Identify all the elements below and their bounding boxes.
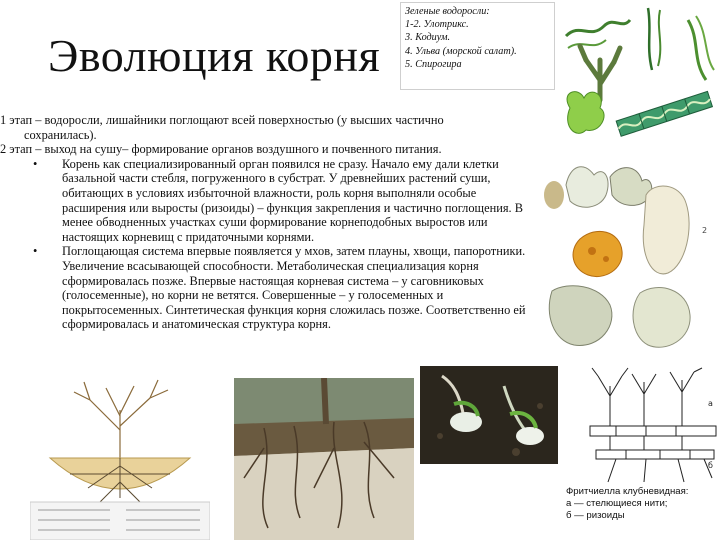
caption-line: б — ризоиды bbox=[566, 510, 625, 521]
list-item bbox=[0, 157, 536, 245]
tree-root-diagram bbox=[30, 370, 210, 540]
slide-title: Эволюция корня bbox=[48, 30, 381, 81]
fritschiella-caption bbox=[566, 486, 720, 522]
caption-line: а — стелющиеся нити; bbox=[566, 498, 668, 509]
algae-caption-line: Зеленые водоросли: bbox=[405, 6, 490, 17]
bullet-text: Корень как специализированный орган появился не сразу. Начало ему дали клетки базальной части стебля, погруженного в субстрат. У древнейших растений суши, обитающих в условиях избыточной влажности, роль корня выполняли особые расширения или выросты (ризоиды) – функция закрепления и частично поглощения. В менее обводненных участках суши формирование корнеподобных выростов или настоящих корневищ с придаточными корнями. bbox=[62, 156, 524, 244]
stage1-text-continued: сохранилась). bbox=[24, 127, 97, 142]
seedling-photo bbox=[420, 366, 558, 464]
lichen-illustration bbox=[540, 155, 718, 365]
stage2-text: 2 этап – выход на сушу– формирование органов воздушного и почвенного питания. bbox=[0, 142, 442, 157]
bullet-text: Поглощающая система впервые появляется у мхов, затем плауны, хвощи, папоротники. Увеличение всасывающей способности. Метаболическая специализация корня сформировалась позже. Впервые настоящая корневая система – у саговниковых (голосеменные), но корни не ветятся. Совершенные – у голосеменных и покрытосеменных. Синтетическая функция корня сложилась позже. Соответственно ей сформировалась и анатомическая структура корня. bbox=[62, 244, 526, 332]
algae-caption-line: 5. Спирогира bbox=[405, 58, 462, 70]
svg-text:2: 2 bbox=[702, 226, 708, 235]
body-text bbox=[0, 113, 536, 332]
bullet-icon: • bbox=[33, 156, 38, 171]
algae-illustration bbox=[560, 0, 718, 152]
algae-caption-line: 3. Кодиум. bbox=[405, 32, 451, 44]
caption-line: Фритчиелла клубневидная: bbox=[566, 486, 689, 497]
stage1-text: 1 этап – водоросли, лишайники поглощают всей поверхностью (у высших частично bbox=[0, 113, 444, 127]
algae-caption bbox=[400, 2, 555, 90]
bullet-icon: • bbox=[33, 244, 38, 259]
algae-caption-line: 4. Ульва (морской салат). bbox=[405, 45, 517, 57]
bullet-list bbox=[0, 157, 536, 332]
svg-text:a: a bbox=[708, 399, 713, 408]
fritschiella-drawing bbox=[586, 366, 720, 484]
exposed-roots-photo bbox=[234, 378, 414, 540]
algae-caption-line: 1-2. Улотрикс. bbox=[405, 19, 469, 31]
svg-text:б: б bbox=[708, 461, 713, 470]
list-item bbox=[0, 244, 536, 332]
